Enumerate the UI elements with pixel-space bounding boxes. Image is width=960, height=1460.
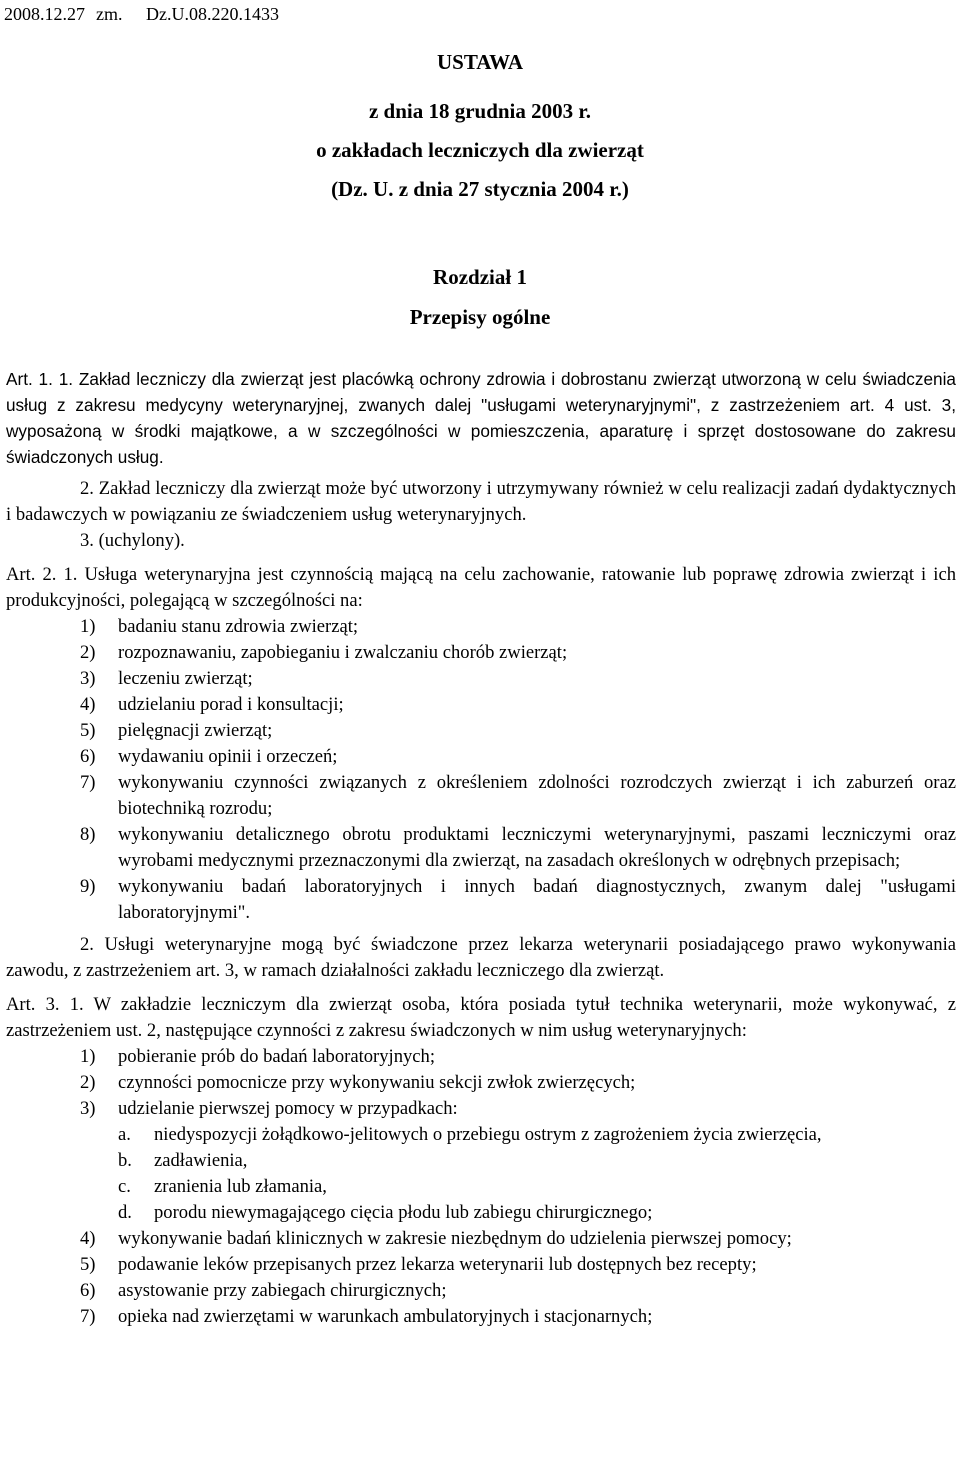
list-item [6, 822, 956, 874]
list-item-number: 6) [80, 746, 96, 767]
sub-list-item [6, 1174, 956, 1200]
header-date: 2008.12.27 [4, 4, 85, 24]
sub-list-item-number: b. [118, 1150, 132, 1171]
act-subject: o zakładach leczniczych dla zwierząt [316, 138, 644, 162]
list-item [6, 1226, 956, 1252]
sub-list-item-number: a. [118, 1124, 131, 1145]
list-item [6, 1044, 956, 1070]
list-item-number: 1) [80, 616, 96, 637]
header-reference: Dz.U.08.220.1433 [146, 4, 279, 24]
list-item [6, 1070, 956, 1096]
list-item-text: wykonywanie badań klinicznych w zakresie niezbędnym do udzielenia pierwszej pomocy; [118, 1228, 792, 1249]
act-date: z dnia 18 grudnia 2003 r. [368, 99, 592, 123]
art3-sublist [6, 1122, 956, 1226]
sub-list-item [6, 1148, 956, 1174]
list-item [6, 1278, 956, 1304]
list-item-text: leczeniu zwierząt; [118, 668, 253, 689]
list-item-number: 9) [80, 876, 96, 897]
list-item [6, 770, 956, 822]
list-item [6, 666, 956, 692]
list-item [6, 874, 956, 926]
list-item-text: pielęgnacji zwierząt; [118, 720, 273, 741]
list-item [6, 1096, 956, 1122]
document-header [4, 4, 279, 24]
list-item [6, 1304, 956, 1330]
sub-list-item-text: niedyspozycji żołądkowo-jelitowych o przebiegu ostrym z zagrożeniem życia zwierzęcia, [154, 1124, 822, 1145]
list-item-text: opieka nad zwierzętami w warunkach ambulatoryjnych i stacjonarnych; [118, 1306, 653, 1327]
list-item-text: udzielanie pierwszej pomocy w przypadkach: [118, 1098, 458, 1119]
list-item-number: 3) [80, 668, 96, 689]
art2-list [6, 614, 956, 926]
list-item-number: 4) [80, 1228, 96, 1249]
list-item [6, 614, 956, 640]
list-item [6, 692, 956, 718]
list-item-text: wykonywaniu detalicznego obrotu produktami leczniczymi weterynaryjnymi, paszami leczniczymi oraz wyrobami medycznymi przeznaczonymi dla zwierząt, na zasadach określonych w odrębnych przepisach; [118, 824, 956, 871]
art3-list-after [6, 1226, 956, 1330]
list-item-number: 5) [80, 720, 96, 741]
list-item-text: podawanie leków przepisanych przez lekarza weterynarii lub dostępnych bez recepty; [118, 1254, 757, 1275]
list-item-number: 2) [80, 1072, 96, 1093]
art1-paragraph-1: Art. 1. 1. Zakład leczniczy dla zwierząt jest placówką ochrony zdrowia i dobrostanu zwierząt utworzoną w celu świadczenia usług z zakresu medycyny weterynaryjnej, zwanych dalej "usługami weterynaryjnymi", z zastrzeżeniem art. 4 ust. 3, wyposażoną w środki majątkowe, a w szczególności w pomieszczenia, aparaturę i sprzęt dostosowane do zakresu świadczonych usług. [6, 369, 956, 467]
art2-intro: Art. 2. 1. Usługa weterynaryjna jest czynnością mającą na celu zachowanie, ratowanie lub poprawę zdrowia zwierząt i ich produkcyjności, polegającą w szczególności na: [6, 564, 956, 611]
list-item [6, 640, 956, 666]
list-item-text: czynności pomocnicze przy wykonywaniu sekcji zwłok zwierzęcych; [118, 1072, 636, 1093]
sub-list-item-text: porodu niewymagającego cięcia płodu lub zabiegu chirurgicznego; [154, 1202, 653, 1223]
list-item [6, 718, 956, 744]
sub-list-item-number: d. [118, 1202, 132, 1223]
list-item-text: wykonywaniu badań laboratoryjnych i innych badań diagnostycznych, zwanym dalej "usługami laboratoryjnymi". [118, 876, 956, 923]
list-item-number: 7) [80, 772, 96, 793]
list-item-number: 5) [80, 1254, 96, 1275]
art1-paragraph-3: 3. (uchylony). [80, 530, 185, 551]
list-item [6, 1252, 956, 1278]
chapter-number: Rozdział 1 [433, 265, 527, 289]
chapter-title: Przepisy ogólne [409, 305, 551, 329]
sub-list-item [6, 1122, 956, 1148]
list-item-text: asystowanie przy zabiegach chirurgicznych; [118, 1280, 447, 1301]
list-item-number: 3) [80, 1098, 96, 1119]
sub-list-item-number: c. [118, 1176, 131, 1197]
list-item-number: 7) [80, 1306, 96, 1327]
list-item-text: rozpoznawaniu, zapobieganiu i zwalczaniu chorób zwierząt; [118, 642, 568, 663]
list-item-text: pobieranie prób do badań laboratoryjnych; [118, 1046, 436, 1067]
header-type: zm. [96, 4, 123, 24]
list-item-number: 6) [80, 1280, 96, 1301]
art1-paragraph-2: 2. Zakład leczniczy dla zwierząt może być utworzony i utrzymywany również w celu realizacji zadań dydaktycznych i badawczych w powiązaniu ze świadczeniem usług weterynaryjnych. [6, 478, 956, 525]
list-item-number: 1) [80, 1046, 96, 1067]
sub-list-item-text: zadławienia, [154, 1150, 248, 1171]
list-item-text: badaniu stanu zdrowia zwierząt; [118, 616, 359, 637]
list-item-text: udzielaniu porad i konsultacji; [118, 694, 344, 715]
list-item-text: wykonywaniu czynności związanych z określeniem zdolności rozrodczych zwierząt i ich zaburzeń oraz biotechniką rozrodu; [118, 772, 956, 819]
art2-paragraph-2: 2. Usługi weterynaryjne mogą być świadczone przez lekarza weterynarii posiadającego prawo wykonywania zawodu, z zastrzeżeniem art. 3, w ramach działalności zakładu leczniczego dla zwierząt. [6, 934, 956, 981]
act-publication: (Dz. U. z dnia 27 stycznia 2004 r.) [331, 177, 629, 201]
list-item [6, 744, 956, 770]
sub-list-item-text: zranienia lub złamania, [154, 1176, 327, 1197]
list-item-number: 4) [80, 694, 96, 715]
art3-list [6, 1044, 956, 1122]
art3-intro: Art. 3. 1. W zakładzie leczniczym dla zwierząt osoba, która posiada tytuł technika weterynarii, może wykonywać, z zastrzeżeniem ust. 2, następujące czynności z zakresu świadczonych w nim usług weterynaryjnych: [6, 994, 956, 1041]
list-item-number: 8) [80, 824, 96, 845]
list-item-number: 2) [80, 642, 96, 663]
sub-list-item [6, 1200, 956, 1226]
document-body [6, 366, 956, 1330]
list-item-text: wydawaniu opinii i orzeczeń; [118, 746, 338, 767]
act-title: USTAWA [437, 50, 523, 74]
